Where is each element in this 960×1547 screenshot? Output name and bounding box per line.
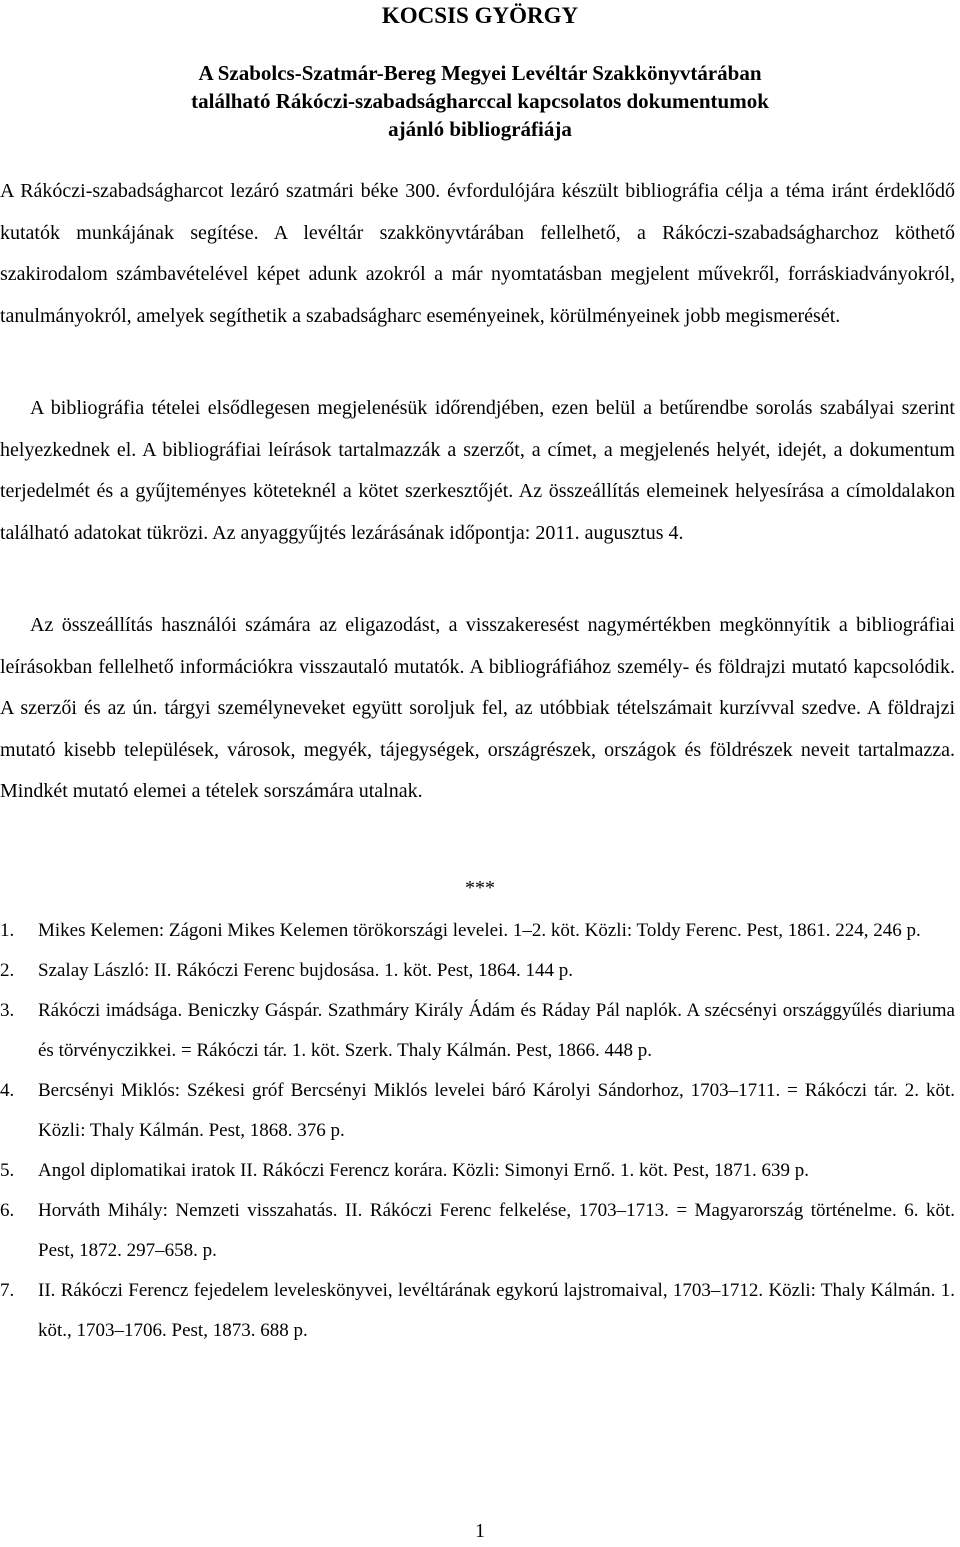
- bibliography-entry: [0, 911, 955, 951]
- title-line-1: A Szabolcs-Szatmár-Bereg Megyei Levéltár Szakkönyvtárában: [198, 61, 762, 85]
- entry-number: 3.: [0, 1000, 15, 1021]
- entry-number: 6.: [0, 1200, 15, 1221]
- bibliography-entry: [0, 1271, 955, 1351]
- entry-number: 7.: [0, 1280, 15, 1301]
- intro-paragraph-indexes: Az összeállítás használói számára az eligazodást, a visszakeresést nagymértékben megkönnyítik a bibliográfiai leírásokban fellelhető információkra visszautaló mutatók. A bibliográfiához személy- és földrajzi mutató kapcsolódik. A szerzői és az ún. tárgyi személyneveket együtt soroljuk fel, az utóbbiak tételszámait kurzívval szedve. A földrajzi mutató kisebb települések, városok, megyék, tájegységek, országrészek, országok és földrészek neveit tartalmazza. Mindkét mutató elemei a tételek sorszámára utalnak.: [0, 614, 955, 803]
- entry-number: 1.: [0, 920, 15, 941]
- title-line-2: található Rákóczi-szabadságharccal kapcsolatos dokumentumok: [191, 89, 769, 113]
- bibliography-list: [0, 911, 955, 1351]
- entry-text: Szalay László: II. Rákóczi Ferenc bujdosása. 1. köt. Pest, 1864. 144 p.: [38, 960, 574, 981]
- title-line-3: ajánló bibliográfiája: [388, 117, 572, 141]
- intro-paragraph-arrangement: A bibliográfia tételei elsődlegesen megjelenésük időrendjében, ezen belül a betűrendbe sorolás szabályai szerint helyezkednek el. A bibliográfiai leírások tartalmazzák a szerzőt, a címet, a megjelenés helyét, idejét, a dokumentum terjedelmét és a gyűjteményes köteteknél a kötet szerkesztőjét. Az összeállítás elemeinek helyesírása a címoldalakon található adatokat tükrözi. Az anyaggyűjtés lezárásának időpontja: 2011. augusztus 4.: [0, 397, 955, 544]
- bibliography-entry: [0, 991, 955, 1071]
- bibliography-entry: [0, 1151, 955, 1191]
- document-title: [0, 59, 960, 143]
- entry-number: 2.: [0, 960, 15, 981]
- entry-text: II. Rákóczi Ferencz fejedelem leveleskönyvei, levéltárának egykorú lajstromaival, 1703–1712. Közli: Thaly Kálmán. 1. köt., 1703–1706. Pest, 1873. 688 p.: [38, 1280, 955, 1341]
- bibliography-entry: [0, 1191, 955, 1271]
- entry-text: Mikes Kelemen: Zágoni Mikes Kelemen törökországi levelei. 1–2. köt. Közli: Toldy Ferenc. Pest, 1861. 224, 246 p.: [38, 920, 921, 941]
- bibliography-entry: [0, 1071, 955, 1151]
- entry-text: Angol diplomatikai iratok II. Rákóczi Ferencz korára. Közli: Simonyi Ernő. 1. köt. Pest, 1871. 639 p.: [38, 1160, 809, 1181]
- bibliography-entry: [0, 951, 955, 991]
- page-number: 1: [475, 1520, 485, 1542]
- entry-text: Bercsényi Miklós: Székesi gróf Bercsényi Miklós levelei báró Károlyi Sándorhoz, 1703–1711. = Rákóczi tár. 2. köt. Közli: Thaly Kálmán. Pest, 1868. 376 p.: [38, 1080, 955, 1141]
- entry-number: 5.: [0, 1160, 15, 1181]
- section-separator: ***: [465, 877, 495, 899]
- entry-number: 4.: [0, 1080, 15, 1101]
- author-name: KOCSIS GYÖRGY: [381, 3, 579, 28]
- intro-paragraph-purpose: A Rákóczi-szabadságharcot lezáró szatmári béke 300. évfordulójára készült bibliográfia célja a téma iránt érdeklődő kutatók munkájának segítése. A levéltár szakkönyvtárában fellelhető, a Rákóczi-szabadságharchoz köthető szakirodalom számbavételével képet adunk azokról a már nyomtatásban megjelent művekről, forráskiadványokról, tanulmányokról, amelyek segíthetik a szabadságharc eseményeinek, körülményeinek jobb megismerését.: [0, 180, 955, 327]
- entry-text: Rákóczi imádsága. Beniczky Gáspár. Szathmáry Király Ádám és Ráday Pál naplók. A szécsényi országgyűlés diariuma és törvényczikkei. = Rákóczi tár. 1. köt. Szerk. Thaly Kálmán. Pest, 1866. 448 p.: [38, 1000, 955, 1061]
- entry-text: Horváth Mihály: Nemzeti visszahatás. II. Rákóczi Ferenc felkelése, 1703–1713. = Magyarország történelme. 6. köt. Pest, 1872. 297–658. p.: [38, 1200, 955, 1261]
